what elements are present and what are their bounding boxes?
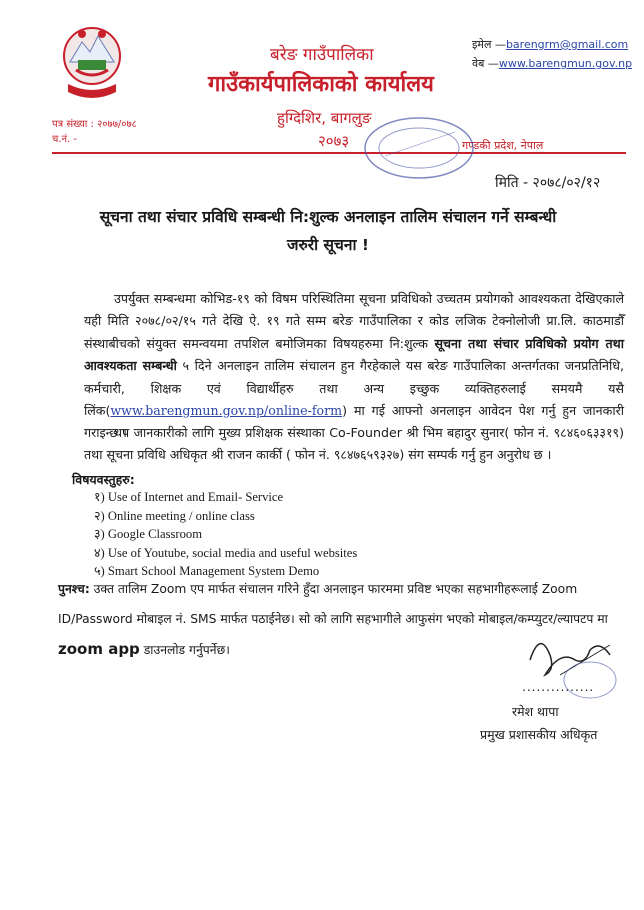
- office-stamp: [360, 112, 478, 182]
- p1-text-end: ) मा गई आफ्नो अनलाइन आवेदन पेश गर्नु हुन जानकारी गराइन्छ ।: [84, 403, 624, 441]
- p1-text: उपर्युक्त सम्बन्धमा कोभिड-१९ को विषम परिस्थितिमा सूचना प्रविधिको उच्चतम प्रयोगको आवश्यकता देखिएकाले यही मिति २०७८/०२/१५ गते देखि ऐ. १९ गते सम्म बरेङ गाउँपालिका र कोड लजिक टेक्नोलोजी प्रा.लि. काठमाडौँ संस्थाबीचको संयुक्त समन्वयमा तपशिल बमोजिमका विषयहरुमा नि:शुल्क: [84, 291, 624, 351]
- list-item: २) Online meeting / online class: [94, 508, 255, 523]
- p1-bold-text: सूचना तथा संचार प्रविधिको प्रयोग तथा आवश्यकता सम्बन्धी: [84, 335, 624, 374]
- list-item: ४) Use of Youtube, social media and useful websites: [94, 545, 358, 560]
- postscript-text: उक्त तालिम Zoom एप मार्फत संचालन गरिने हुँदा अनलाइन फारममा प्रविष्ट भएका सहभागीहरूलाई Zoom ID/Password मोबाइल नं. SMS मार्फत पठाईनेछ। सो को लागि सहभागीले आफुसंग भएको मोबाइल/कम्प्युटर/ल्यापटप मा: [58, 582, 608, 626]
- fiscal-year: पत्र संख्या : २०७७/०७८: [52, 119, 137, 130]
- list-item: ३) Google Classroom: [94, 527, 202, 542]
- list-item: ५) Smart School Management System Demo: [94, 564, 320, 579]
- online-form-link[interactable]: www.barengmun.gov.np/online-form: [110, 403, 343, 419]
- nepal-emblem-logo: [60, 22, 124, 114]
- office-address: हुग्दिशिर, बागलुङ: [277, 109, 372, 127]
- email-label: इमेल —: [472, 38, 506, 51]
- postscript-label: पुनश्च:: [58, 582, 90, 596]
- p1-text-2: ५ दिने अनलाइन तालिम संचालन हुन गैरहेकाले यस बरेङ गाउँपालिका अन्तर्गतका जनप्रतिनिधि, कर्मचारी, शिक्षक एवं विद्यार्थीहरु तथा अन्य इच्छुक व्यक्तिहरुलाई समयमै यसै लिंक(: [84, 358, 624, 419]
- office-name: गाउँकार्यपालिकाको कार्यालय: [208, 72, 434, 97]
- web-label: वेब —: [472, 57, 499, 70]
- municipality-name: बरेङ गाउँपालिका: [270, 45, 374, 65]
- signatory-title: प्रमुख प्रशासकीय अधिकृत: [480, 727, 598, 742]
- list-item: १) Use of Internet and Email- Service: [94, 490, 284, 504]
- subjects-list: [94, 488, 357, 581]
- notice-title-line1: सूचना तथा संचार प्रविधि सम्बन्धी नि:शुल्क अनलाइन तालिम संचालन गर्ने सम्बन्धी: [99, 208, 557, 226]
- notice-title-line2: जरुरी सूचना !: [287, 236, 369, 254]
- postscript-end: डाउनलोड गर्नुपर्नेछ।: [139, 643, 230, 657]
- reference-number: च.नं. -: [52, 134, 78, 145]
- header-divider: [52, 152, 626, 154]
- established-year: २०७३: [318, 132, 350, 150]
- zoom-app-text: zoom app: [58, 640, 140, 658]
- subjects-heading: विषयवस्तुहरु:: [72, 472, 135, 487]
- letter-date: मिति - २०७८/०२/१२: [495, 175, 601, 191]
- handwritten-signature: [520, 620, 620, 710]
- notice-paragraph-2: थप जानकारीको लागि मुख्य प्रशिक्षक संस्थाका Co-Founder श्री भिम बहादुर सुनार( फोन नं. ९८४६०६३३१९) तथा सूचना प्रविधि अधिकृत श्री राजन कार्की ( फोन नं. ९८४७६५९३२७) संग सम्पर्क गर्नु हुन अनुरोध छ ।: [84, 425, 624, 463]
- email-line: [472, 37, 628, 52]
- signature-line: ...............: [522, 680, 595, 694]
- email-link[interactable]: barengrm@gmail.com: [505, 38, 629, 51]
- website-link[interactable]: www.barengmun.gov.np: [498, 57, 633, 70]
- signatory-name: रमेश थापा: [512, 704, 559, 719]
- province-text: गण्डकी प्रदेश, नेपाल: [462, 139, 544, 152]
- web-line: [472, 56, 632, 71]
